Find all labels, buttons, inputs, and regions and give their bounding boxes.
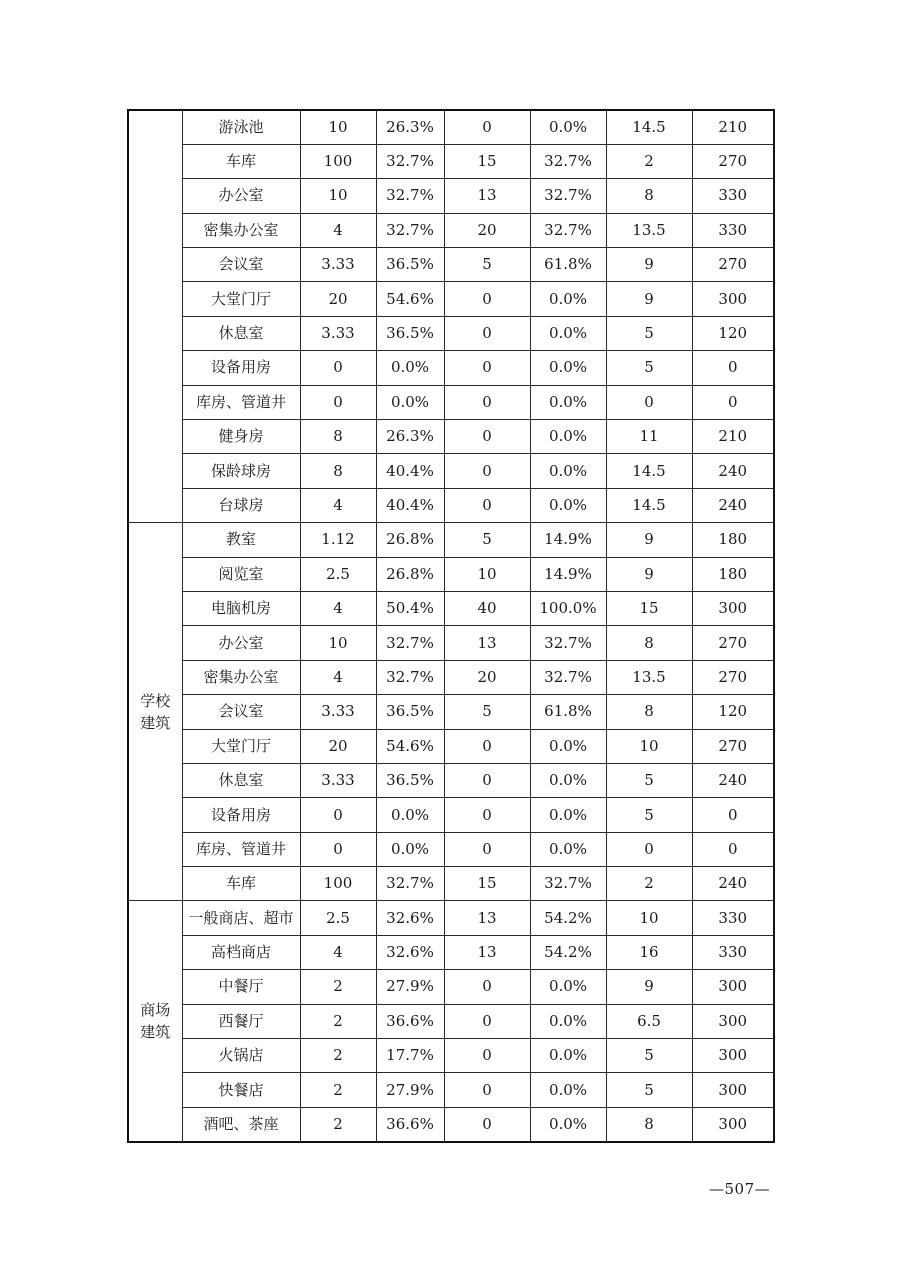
value-cell: 2 (300, 1107, 376, 1141)
value-cell: 26.8% (376, 523, 444, 557)
value-cell: 5 (606, 798, 692, 832)
value-cell: 40.4% (376, 488, 444, 522)
value-cell: 8 (606, 626, 692, 660)
value-cell: 0.0% (530, 488, 606, 522)
value-cell: 10 (606, 901, 692, 935)
value-cell: 0.0% (376, 385, 444, 419)
value-cell: 10 (300, 110, 376, 144)
room-type-cell: 高档商店 (182, 935, 300, 969)
value-cell: 270 (692, 729, 774, 763)
table-row (128, 248, 774, 282)
value-cell: 9 (606, 970, 692, 1004)
value-cell: 4 (300, 660, 376, 694)
room-type-cell: 电脑机房 (182, 591, 300, 625)
category-label: 商场建筑 (140, 1001, 171, 1042)
value-cell: 0 (692, 351, 774, 385)
value-cell: 36.5% (376, 763, 444, 797)
table-body (128, 110, 774, 1142)
value-cell: 5 (606, 1039, 692, 1073)
table-row (128, 763, 774, 797)
value-cell: 0.0% (530, 970, 606, 1004)
value-cell: 13 (444, 935, 530, 969)
value-cell: 180 (692, 557, 774, 591)
value-cell: 27.9% (376, 970, 444, 1004)
value-cell: 8 (606, 1107, 692, 1141)
value-cell: 26.3% (376, 420, 444, 454)
value-cell: 9 (606, 282, 692, 316)
room-type-cell: 教室 (182, 523, 300, 557)
value-cell: 0 (444, 385, 530, 419)
value-cell: 10 (444, 557, 530, 591)
value-cell: 0 (444, 351, 530, 385)
room-type-cell: 保龄球房 (182, 454, 300, 488)
value-cell: 10 (300, 179, 376, 213)
value-cell: 36.5% (376, 695, 444, 729)
value-cell: 0.0% (530, 351, 606, 385)
room-type-cell: 密集办公室 (182, 213, 300, 247)
value-cell: 6.5 (606, 1004, 692, 1038)
value-cell: 0 (606, 832, 692, 866)
room-type-cell: 休息室 (182, 316, 300, 350)
value-cell: 8 (606, 695, 692, 729)
value-cell: 32.7% (376, 179, 444, 213)
value-cell: 0 (444, 832, 530, 866)
value-cell: 330 (692, 935, 774, 969)
data-table (127, 109, 775, 1143)
value-cell: 4 (300, 213, 376, 247)
value-cell: 14.5 (606, 454, 692, 488)
value-cell: 54.2% (530, 935, 606, 969)
value-cell: 32.7% (530, 660, 606, 694)
value-cell: 5 (444, 248, 530, 282)
room-type-cell: 会议室 (182, 248, 300, 282)
value-cell: 9 (606, 248, 692, 282)
value-cell: 0.0% (530, 110, 606, 144)
value-cell: 10 (300, 626, 376, 660)
room-type-cell: 快餐店 (182, 1073, 300, 1107)
value-cell: 2 (300, 1004, 376, 1038)
table-row (128, 110, 774, 144)
value-cell: 2.5 (300, 901, 376, 935)
table-row (128, 385, 774, 419)
value-cell: 0 (692, 798, 774, 832)
value-cell: 0 (444, 1073, 530, 1107)
room-type-cell: 办公室 (182, 626, 300, 660)
value-cell: 0.0% (530, 385, 606, 419)
value-cell: 14.9% (530, 557, 606, 591)
value-cell: 32.7% (376, 660, 444, 694)
value-cell: 0 (444, 970, 530, 1004)
value-cell: 0 (444, 798, 530, 832)
room-type-cell: 阅览室 (182, 557, 300, 591)
value-cell: 15 (444, 867, 530, 901)
value-cell: 2 (606, 867, 692, 901)
room-type-cell: 游泳池 (182, 110, 300, 144)
value-cell: 0 (300, 385, 376, 419)
value-cell: 0 (300, 798, 376, 832)
value-cell: 3.33 (300, 695, 376, 729)
value-cell: 0.0% (530, 454, 606, 488)
value-cell: 1.12 (300, 523, 376, 557)
value-cell: 54.6% (376, 282, 444, 316)
room-type-cell: 休息室 (182, 763, 300, 797)
value-cell: 36.5% (376, 316, 444, 350)
value-cell: 300 (692, 282, 774, 316)
category-cell (128, 523, 182, 901)
value-cell: 270 (692, 144, 774, 178)
value-cell: 0.0% (530, 282, 606, 316)
value-cell: 32.6% (376, 901, 444, 935)
value-cell: 5 (606, 763, 692, 797)
value-cell: 14.5 (606, 110, 692, 144)
table-row (128, 557, 774, 591)
table-row (128, 1107, 774, 1141)
room-type-cell: 健身房 (182, 420, 300, 454)
value-cell: 2 (300, 970, 376, 1004)
room-type-cell: 中餐厅 (182, 970, 300, 1004)
room-type-cell: 台球房 (182, 488, 300, 522)
value-cell: 54.2% (530, 901, 606, 935)
table-row (128, 316, 774, 350)
value-cell: 17.7% (376, 1039, 444, 1073)
value-cell: 36.5% (376, 248, 444, 282)
value-cell: 50.4% (376, 591, 444, 625)
table-row (128, 420, 774, 454)
value-cell: 0 (444, 729, 530, 763)
value-cell: 0 (300, 832, 376, 866)
value-cell: 120 (692, 695, 774, 729)
value-cell: 40 (444, 591, 530, 625)
value-cell: 26.3% (376, 110, 444, 144)
value-cell: 0.0% (530, 763, 606, 797)
value-cell: 270 (692, 660, 774, 694)
value-cell: 120 (692, 316, 774, 350)
value-cell: 0.0% (376, 798, 444, 832)
table-row (128, 351, 774, 385)
value-cell: 100 (300, 144, 376, 178)
room-type-cell: 车库 (182, 867, 300, 901)
table-row (128, 591, 774, 625)
value-cell: 300 (692, 1073, 774, 1107)
value-cell: 32.7% (376, 867, 444, 901)
value-cell: 0.0% (530, 420, 606, 454)
value-cell: 330 (692, 213, 774, 247)
room-type-cell: 密集办公室 (182, 660, 300, 694)
table-row (128, 901, 774, 935)
value-cell: 15 (606, 591, 692, 625)
value-cell: 36.6% (376, 1004, 444, 1038)
room-type-cell: 设备用房 (182, 351, 300, 385)
value-cell: 0 (444, 763, 530, 797)
value-cell: 2.5 (300, 557, 376, 591)
value-cell: 0 (444, 1039, 530, 1073)
room-type-cell (182, 901, 300, 935)
value-cell: 330 (692, 901, 774, 935)
table-row (128, 1073, 774, 1107)
value-cell: 0 (444, 420, 530, 454)
value-cell: 14.5 (606, 488, 692, 522)
value-cell: 32.7% (376, 213, 444, 247)
table-row (128, 798, 774, 832)
room-type-cell: 酒吧、茶座 (182, 1107, 300, 1141)
value-cell: 330 (692, 179, 774, 213)
value-cell: 5 (606, 316, 692, 350)
value-cell: 3.33 (300, 763, 376, 797)
value-cell: 0 (444, 488, 530, 522)
value-cell: 32.7% (376, 144, 444, 178)
value-cell: 210 (692, 420, 774, 454)
value-cell: 4 (300, 591, 376, 625)
value-cell: 0.0% (530, 1107, 606, 1141)
room-type-cell: 大堂门厅 (182, 282, 300, 316)
table-row (128, 970, 774, 1004)
table-row (128, 695, 774, 729)
value-cell: 180 (692, 523, 774, 557)
value-cell: 100.0% (530, 591, 606, 625)
value-cell: 20 (300, 282, 376, 316)
value-cell: 100 (300, 867, 376, 901)
value-cell: 0 (300, 351, 376, 385)
table-row (128, 1004, 774, 1038)
value-cell: 0.0% (530, 832, 606, 866)
value-cell: 0 (444, 1107, 530, 1141)
room-type-cell: 火锅店 (182, 1039, 300, 1073)
value-cell: 0.0% (530, 798, 606, 832)
value-cell: 0.0% (530, 1039, 606, 1073)
value-cell: 0.0% (530, 316, 606, 350)
value-cell: 9 (606, 523, 692, 557)
value-cell: 240 (692, 454, 774, 488)
value-cell: 27.9% (376, 1073, 444, 1107)
value-cell: 300 (692, 970, 774, 1004)
room-type-cell: 西餐厅 (182, 1004, 300, 1038)
category-label: 学校建筑 (140, 691, 171, 732)
value-cell: 4 (300, 488, 376, 522)
value-cell: 5 (606, 351, 692, 385)
value-cell: 13 (444, 901, 530, 935)
table-row (128, 626, 774, 660)
value-cell: 240 (692, 763, 774, 797)
value-cell: 0 (444, 454, 530, 488)
value-cell: 0 (692, 385, 774, 419)
value-cell: 20 (300, 729, 376, 763)
value-cell: 32.7% (530, 626, 606, 660)
table-row (128, 832, 774, 866)
room-type-cell: 办公室 (182, 179, 300, 213)
value-cell: 0.0% (530, 1004, 606, 1038)
value-cell: 36.6% (376, 1107, 444, 1141)
value-cell: 210 (692, 110, 774, 144)
value-cell: 61.8% (530, 695, 606, 729)
value-cell: 0.0% (530, 729, 606, 763)
value-cell: 300 (692, 1107, 774, 1141)
value-cell: 13 (444, 626, 530, 660)
room-type-cell: 库房、管道井 (182, 385, 300, 419)
table-row (128, 729, 774, 763)
value-cell: 270 (692, 248, 774, 282)
value-cell: 0 (692, 832, 774, 866)
room-type-cell: 会议室 (182, 695, 300, 729)
value-cell: 2 (300, 1039, 376, 1073)
value-cell: 0.0% (376, 832, 444, 866)
value-cell: 0.0% (530, 1073, 606, 1107)
value-cell: 3.33 (300, 248, 376, 282)
value-cell: 13.5 (606, 660, 692, 694)
value-cell: 5 (444, 523, 530, 557)
value-cell: 0 (606, 385, 692, 419)
value-cell: 8 (300, 420, 376, 454)
value-cell: 40.4% (376, 454, 444, 488)
table-row (128, 213, 774, 247)
value-cell: 270 (692, 626, 774, 660)
value-cell: 3.33 (300, 316, 376, 350)
value-cell: 20 (444, 213, 530, 247)
value-cell: 32.6% (376, 935, 444, 969)
value-cell: 61.8% (530, 248, 606, 282)
value-cell: 8 (606, 179, 692, 213)
value-cell: 26.8% (376, 557, 444, 591)
table-row (128, 867, 774, 901)
value-cell: 2 (606, 144, 692, 178)
value-cell: 13 (444, 179, 530, 213)
page-number: —507— (709, 1180, 771, 1198)
category-cell (128, 901, 182, 1142)
table-row (128, 1039, 774, 1073)
value-cell: 16 (606, 935, 692, 969)
table-row (128, 488, 774, 522)
value-cell: 240 (692, 488, 774, 522)
value-cell: 240 (692, 867, 774, 901)
value-cell: 54.6% (376, 729, 444, 763)
table-row (128, 144, 774, 178)
table-row (128, 282, 774, 316)
value-cell: 32.7% (530, 179, 606, 213)
value-cell: 15 (444, 144, 530, 178)
value-cell: 32.7% (376, 626, 444, 660)
value-cell: 0 (444, 110, 530, 144)
value-cell: 2 (300, 1073, 376, 1107)
room-type-cell: 大堂门厅 (182, 729, 300, 763)
room-type-label: 一般商店、超市 (188, 909, 294, 928)
value-cell: 11 (606, 420, 692, 454)
value-cell: 300 (692, 591, 774, 625)
value-cell: 4 (300, 935, 376, 969)
value-cell: 0 (444, 1004, 530, 1038)
value-cell: 5 (606, 1073, 692, 1107)
table-row (128, 454, 774, 488)
value-cell: 0.0% (376, 351, 444, 385)
value-cell: 300 (692, 1004, 774, 1038)
value-cell: 32.7% (530, 867, 606, 901)
value-cell: 32.7% (530, 144, 606, 178)
table-row (128, 523, 774, 557)
value-cell: 0 (444, 316, 530, 350)
value-cell: 10 (606, 729, 692, 763)
table-row (128, 179, 774, 213)
table-row (128, 660, 774, 694)
value-cell: 5 (444, 695, 530, 729)
value-cell: 9 (606, 557, 692, 591)
value-cell: 13.5 (606, 213, 692, 247)
room-type-cell: 库房、管道井 (182, 832, 300, 866)
value-cell: 32.7% (530, 213, 606, 247)
value-cell: 20 (444, 660, 530, 694)
value-cell: 8 (300, 454, 376, 488)
room-type-cell: 车库 (182, 144, 300, 178)
room-type-cell: 设备用房 (182, 798, 300, 832)
table-row (128, 935, 774, 969)
value-cell: 14.9% (530, 523, 606, 557)
value-cell: 300 (692, 1039, 774, 1073)
value-cell: 0 (444, 282, 530, 316)
category-cell (128, 110, 182, 523)
